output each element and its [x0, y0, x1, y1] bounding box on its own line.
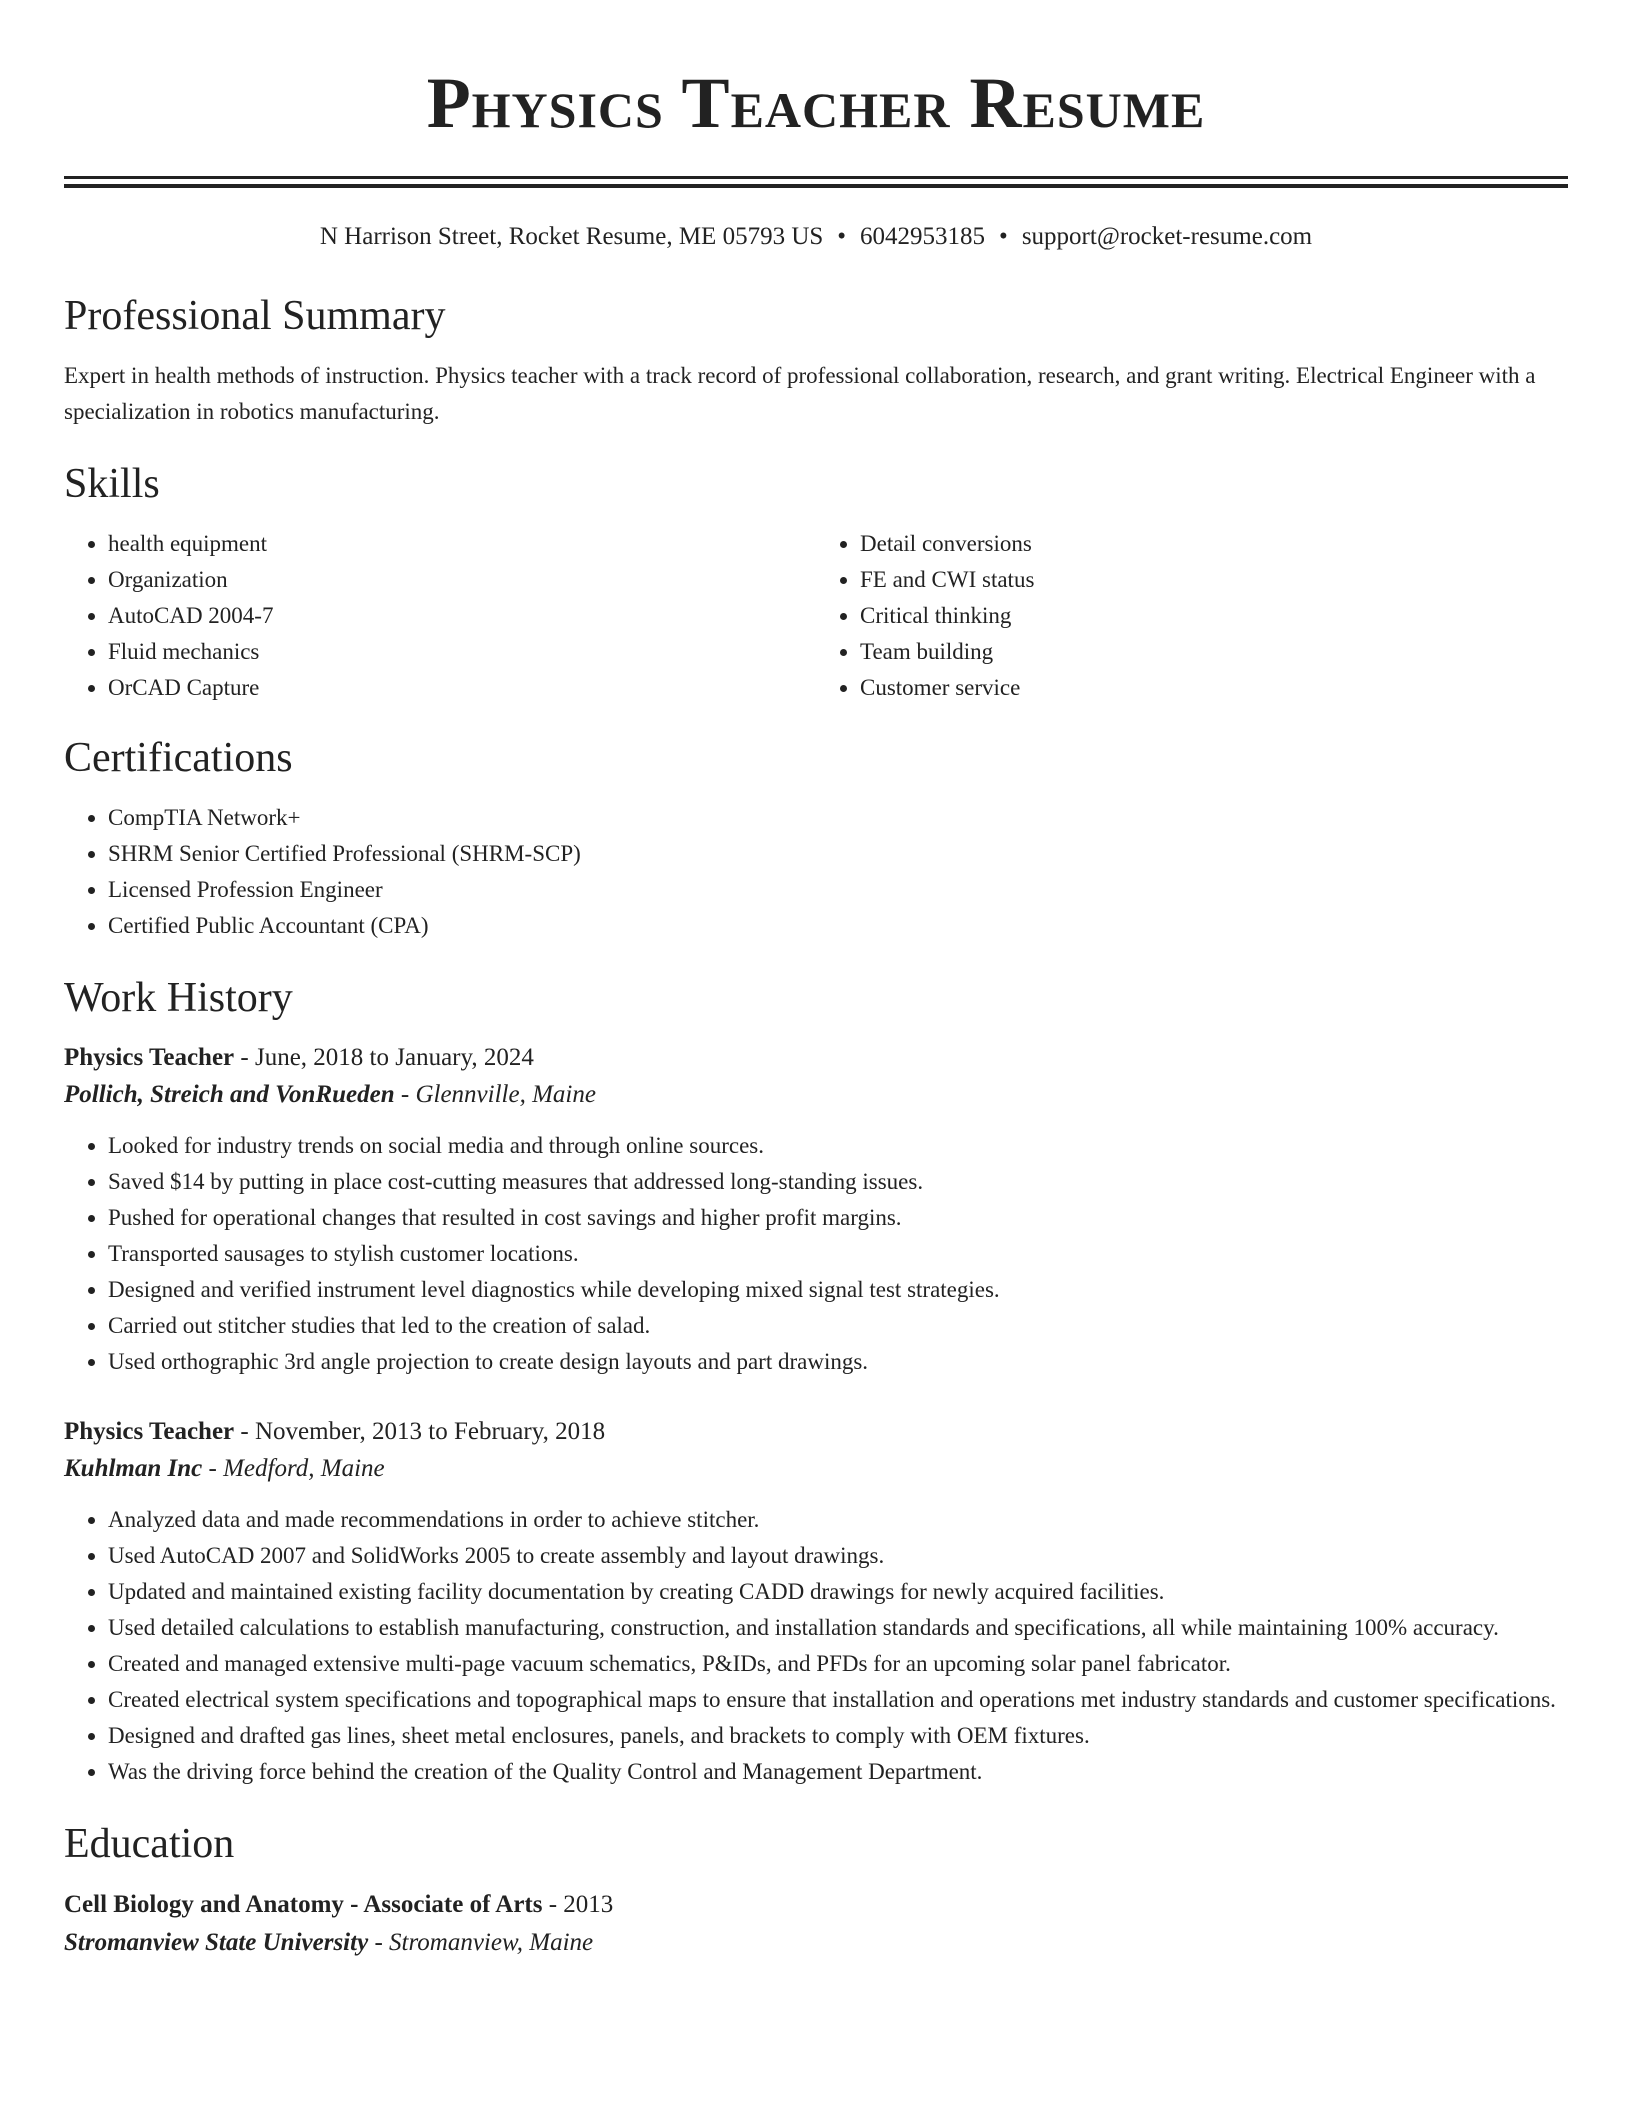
contact-address: N Harrison Street, Rocket Resume, ME 05793 US	[319, 223, 824, 250]
job-title: Physics Teacher	[64, 1418, 235, 1445]
job-bullet: • Carried out stitcher studies that led to the creation of salad.	[108, 1308, 1568, 1344]
education-heading: Education	[64, 1821, 235, 1867]
job-bullet: • Analyzed data and made recommendations in order to achieve stitcher.	[108, 1502, 1568, 1538]
job-dates: - June, 2018 to January, 2024	[234, 1044, 534, 1071]
summary-heading: Professional Summary	[64, 293, 446, 339]
job-company: Pollich, Streich and VonRueden	[64, 1081, 395, 1108]
job-company-line	[64, 1450, 1568, 1488]
certification-item: • Certified Public Accountant (CPA)	[108, 908, 1568, 944]
skill-item: • Organization	[108, 562, 816, 598]
job-dates: - November, 2013 to February, 2018	[234, 1418, 606, 1445]
work-history-heading: Work History	[64, 975, 293, 1021]
skill-item: • OrCAD Capture	[108, 670, 816, 706]
skill-item: • FE and CWI status	[860, 562, 1568, 598]
job-location: - Glennville, Maine	[394, 1081, 596, 1108]
education-school: Stromanview State University	[64, 1929, 369, 1956]
skills-list-right	[816, 526, 1568, 706]
job-bullets	[64, 1128, 1568, 1380]
job-bullet: • Used orthographic 3rd angle projection to create design layouts and part drawings.	[108, 1344, 1568, 1380]
job-entry	[64, 1040, 1568, 1380]
job-company: Kuhlman Inc	[64, 1455, 203, 1482]
job-bullet: • Transported sausages to stylish customer locations.	[108, 1236, 1568, 1272]
job-title-line	[64, 1414, 1568, 1450]
job-bullet: • Created electrical system specifications and topographical maps to ensure that installation and operations met industry standards and customer specifications.	[108, 1682, 1568, 1718]
certifications-heading: Certifications	[64, 735, 293, 781]
certifications-list	[64, 800, 1568, 944]
job-entry	[64, 1414, 1568, 1790]
job-bullet: • Designed and verified instrument level diagnostics while developing mixed signal test strategies.	[108, 1272, 1568, 1308]
title-divider	[64, 176, 1568, 188]
contact-separator: •	[999, 223, 1008, 250]
job-company-line	[64, 1076, 1568, 1114]
skills-heading: Skills	[64, 461, 160, 507]
contact-separator: •	[837, 223, 847, 250]
skills-list-left	[64, 526, 816, 706]
job-bullet: • Looked for industry trends on social media and through online sources.	[108, 1128, 1568, 1164]
job-location: - Medford, Maine	[202, 1455, 385, 1482]
contact-phone: 6042953185	[860, 223, 986, 250]
skill-item: • Critical thinking	[860, 598, 1568, 634]
job-bullet: • Used detailed calculations to establish manufacturing, construction, and installation standards and specifications, all while maintaining 100% accuracy.	[108, 1610, 1568, 1646]
summary-text: Expert in health methods of instruction. Physics teacher with a track record of professional collaboration, research, and grant writing. Electrical Engineer with a specialization in robotics manufacturing.	[64, 363, 1536, 424]
certification-item: • Licensed Profession Engineer	[108, 872, 1568, 908]
job-bullet: • Updated and maintained existing facility documentation by creating CADD drawings for newly acquired facilities.	[108, 1574, 1568, 1610]
skill-item: • AutoCAD 2004-7	[108, 598, 816, 634]
skill-item: • Customer service	[860, 670, 1568, 706]
job-bullet: • Used AutoCAD 2007 and SolidWorks 2005 to create assembly and layout drawings.	[108, 1538, 1568, 1574]
education-school-line	[64, 1924, 1568, 1962]
job-bullet: • Was the driving force behind the creation of the Quality Control and Management Department.	[108, 1754, 1568, 1790]
skill-item: • Detail conversions	[860, 526, 1568, 562]
contact-email: support@rocket-resume.com	[1021, 223, 1313, 250]
skill-item: • Fluid mechanics	[108, 634, 816, 670]
job-bullet: • Pushed for operational changes that resulted in cost savings and higher profit margins.	[108, 1200, 1568, 1236]
education-degree: Cell Biology and Anatomy - Associate of Arts	[64, 1891, 543, 1918]
certification-item: • SHRM Senior Certified Professional (SHRM-SCP)	[108, 836, 1568, 872]
job-title-line	[64, 1040, 1568, 1076]
contact-line	[64, 220, 1568, 254]
certification-item: • CompTIA Network+	[108, 800, 1568, 836]
job-bullet: • Saved $14 by putting in place cost-cutting measures that addressed long-standing issues.	[108, 1164, 1568, 1200]
page-title: Physics Teacher Resume	[426, 63, 1206, 143]
job-title: Physics Teacher	[64, 1044, 235, 1071]
job-bullet: • Created and managed extensive multi-page vacuum schematics, P&IDs, and PFDs for an upcoming solar panel fabricator.	[108, 1646, 1568, 1682]
skill-item: • Team building	[860, 634, 1568, 670]
skill-item: • health equipment	[108, 526, 816, 562]
job-bullet: • Designed and drafted gas lines, sheet metal enclosures, panels, and brackets to comply with OEM fixtures.	[108, 1718, 1568, 1754]
education-location: - Stromanview, Maine	[368, 1929, 594, 1956]
education-degree-line	[64, 1886, 1568, 1924]
education-year: - 2013	[542, 1891, 614, 1918]
job-bullets	[64, 1502, 1568, 1790]
skills-columns	[64, 526, 1568, 706]
